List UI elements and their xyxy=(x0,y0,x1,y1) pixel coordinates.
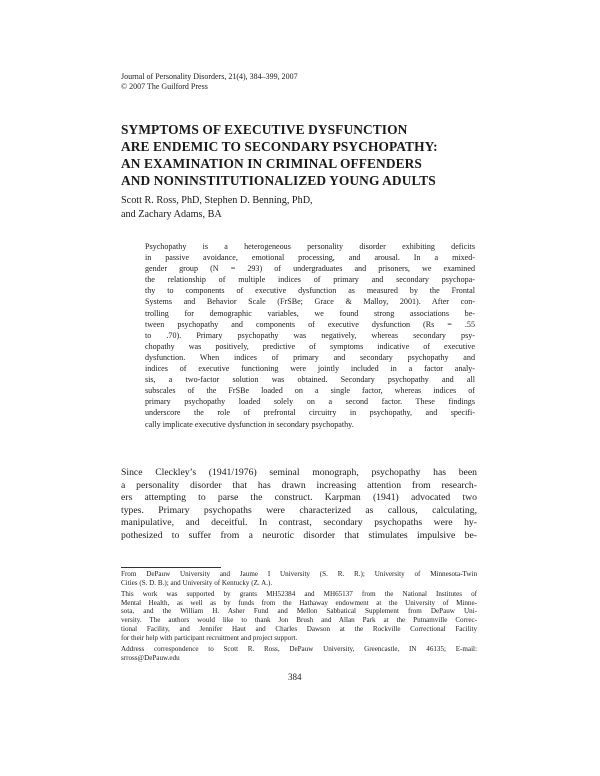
author-line: and Zachary Adams, BA xyxy=(121,209,222,220)
abstract-line: indices of executive functioning were jointly included in a factor analy- xyxy=(145,364,475,374)
author-list xyxy=(121,194,313,222)
page-number: 384 xyxy=(288,672,302,682)
footnote-line: Cities (S. D. B.); and University of Kentucky (Z. A.). xyxy=(121,578,273,587)
body-line: Since Cleckley’s (1941/1976) seminal monograph, psychopathy has been xyxy=(121,467,477,478)
footnote-support xyxy=(121,590,477,642)
body-line: ers attempting to parse the construct. Karpman (1941) advocated two xyxy=(121,492,477,503)
body-text xyxy=(121,467,477,542)
title-line: ARE ENDEMIC TO SECONDARY PSYCHOPATHY: xyxy=(121,139,438,154)
author-line: Scott R. Ross, PhD, Stephen D. Benning, PhD, xyxy=(121,195,313,206)
abstract-line: tween psychopathy and components of executive dysfunction (Rs = .55 xyxy=(145,319,475,329)
article-title xyxy=(121,121,501,189)
body-line: types. Primary psychopaths were characterized as callous, calculating, xyxy=(121,504,477,516)
footnote-line: tional Facility, and Jennifer Haut and Charles Dawson at the Rockville Correctional Facility xyxy=(121,624,477,633)
abstract-line: gender group (N = 293) of undergraduates and prisoners, we examined xyxy=(145,264,475,274)
title-line: AND NONINSTITUTIONALIZED YOUNG ADULTS xyxy=(121,173,436,188)
body-line: pothesized to suffer from a neurotic disorder that stimulates impulsive be- xyxy=(121,529,477,541)
abstract-line: the relationship of multiple indices of primary and secondary psychopa- xyxy=(145,275,475,285)
abstract-line: dysfunction. When indices of primary and secondary psychopathy and xyxy=(145,352,475,362)
abstract-line: primary psychopathy loaded solely on a second factor. These findings xyxy=(145,397,475,407)
copyright-line: © 2007 The Guilford Press xyxy=(121,82,208,91)
correspondence-email: srross@DePauw.edu xyxy=(121,653,180,662)
footnote-line: for their help with participant recruitment and project support. xyxy=(121,633,298,642)
title-line: SYMPTOMS OF EXECUTIVE DYSFUNCTION xyxy=(121,122,408,137)
abstract-line: thy to components of executive dysfunction as measured by the Frontal xyxy=(145,286,475,296)
abstract-line: subscales of the FrSBe loaded on a single factor, whereas indices of xyxy=(145,386,475,396)
footnote-line: From DePauw University and Jaume I University (S. R. R.); University of Minnesota-Twin xyxy=(121,570,477,578)
footnote-line: versity. The authors would like to thank Jon Brush and Allan Park at the Putnamville Correc- xyxy=(121,616,477,625)
abstract-line: to .70). Primary psychopathy was negatively, whereas secondary psy- xyxy=(145,330,475,340)
abstract-line: sis, a two-factor solution was obtained. Secondary psychopathy and all xyxy=(145,375,475,385)
footnote-line: Address correspondence to Scott R. Ross, DePauw University, Greencastle, IN 46135; E-mail: xyxy=(121,645,477,653)
footnote-line: sota, and the William H. Asher Fund and Mellon Sabbatical Supplement from DePauw Uni- xyxy=(121,607,477,616)
footnote-line: Mental Health, as well as by funds from the Hathaway endowment at the University of Minne- xyxy=(121,598,477,607)
journal-header xyxy=(121,72,298,92)
footnote-line: This work was supported by grants MH52384 and MH65137 from the National Institutes of xyxy=(121,590,477,598)
footnote-affiliations xyxy=(121,570,477,587)
abstract-line: trolling for demographic variables, we found strong associations be- xyxy=(145,308,475,318)
abstract xyxy=(145,241,475,430)
journal-citation: Journal of Personality Disorders, 21(4), 384–399, 2007 xyxy=(121,72,298,81)
abstract-line: underscore the role of prefrontal circuitry in psychopathy, and specifi- xyxy=(145,408,475,418)
body-line: manipulative, and deceitful. In contrast, secondary psychopaths were hy- xyxy=(121,517,477,528)
abstract-line: in passive avoidance, emotional processing, and arousal. In a mixed- xyxy=(145,253,475,263)
abstract-line: Psychopathy is a heterogeneous personality disorder exhibiting deficits xyxy=(145,242,475,251)
body-line: a personality disorder that has drawn increasing attention from research- xyxy=(121,479,477,491)
abstract-line: cally implicate executive dysfunction in secondary psychopathy. xyxy=(145,419,354,429)
abstract-line: Systems and Behavior Scale (FrSBe; Grace & Malloy, 2001). After con- xyxy=(145,297,475,307)
footnote-correspondence xyxy=(121,645,477,662)
footnote-rule xyxy=(121,567,221,568)
title-line: AN EXAMINATION IN CRIMINAL OFFENDERS xyxy=(121,156,422,171)
abstract-line: chopathy was positively, predictive of symptoms indicative of executive xyxy=(145,341,475,351)
